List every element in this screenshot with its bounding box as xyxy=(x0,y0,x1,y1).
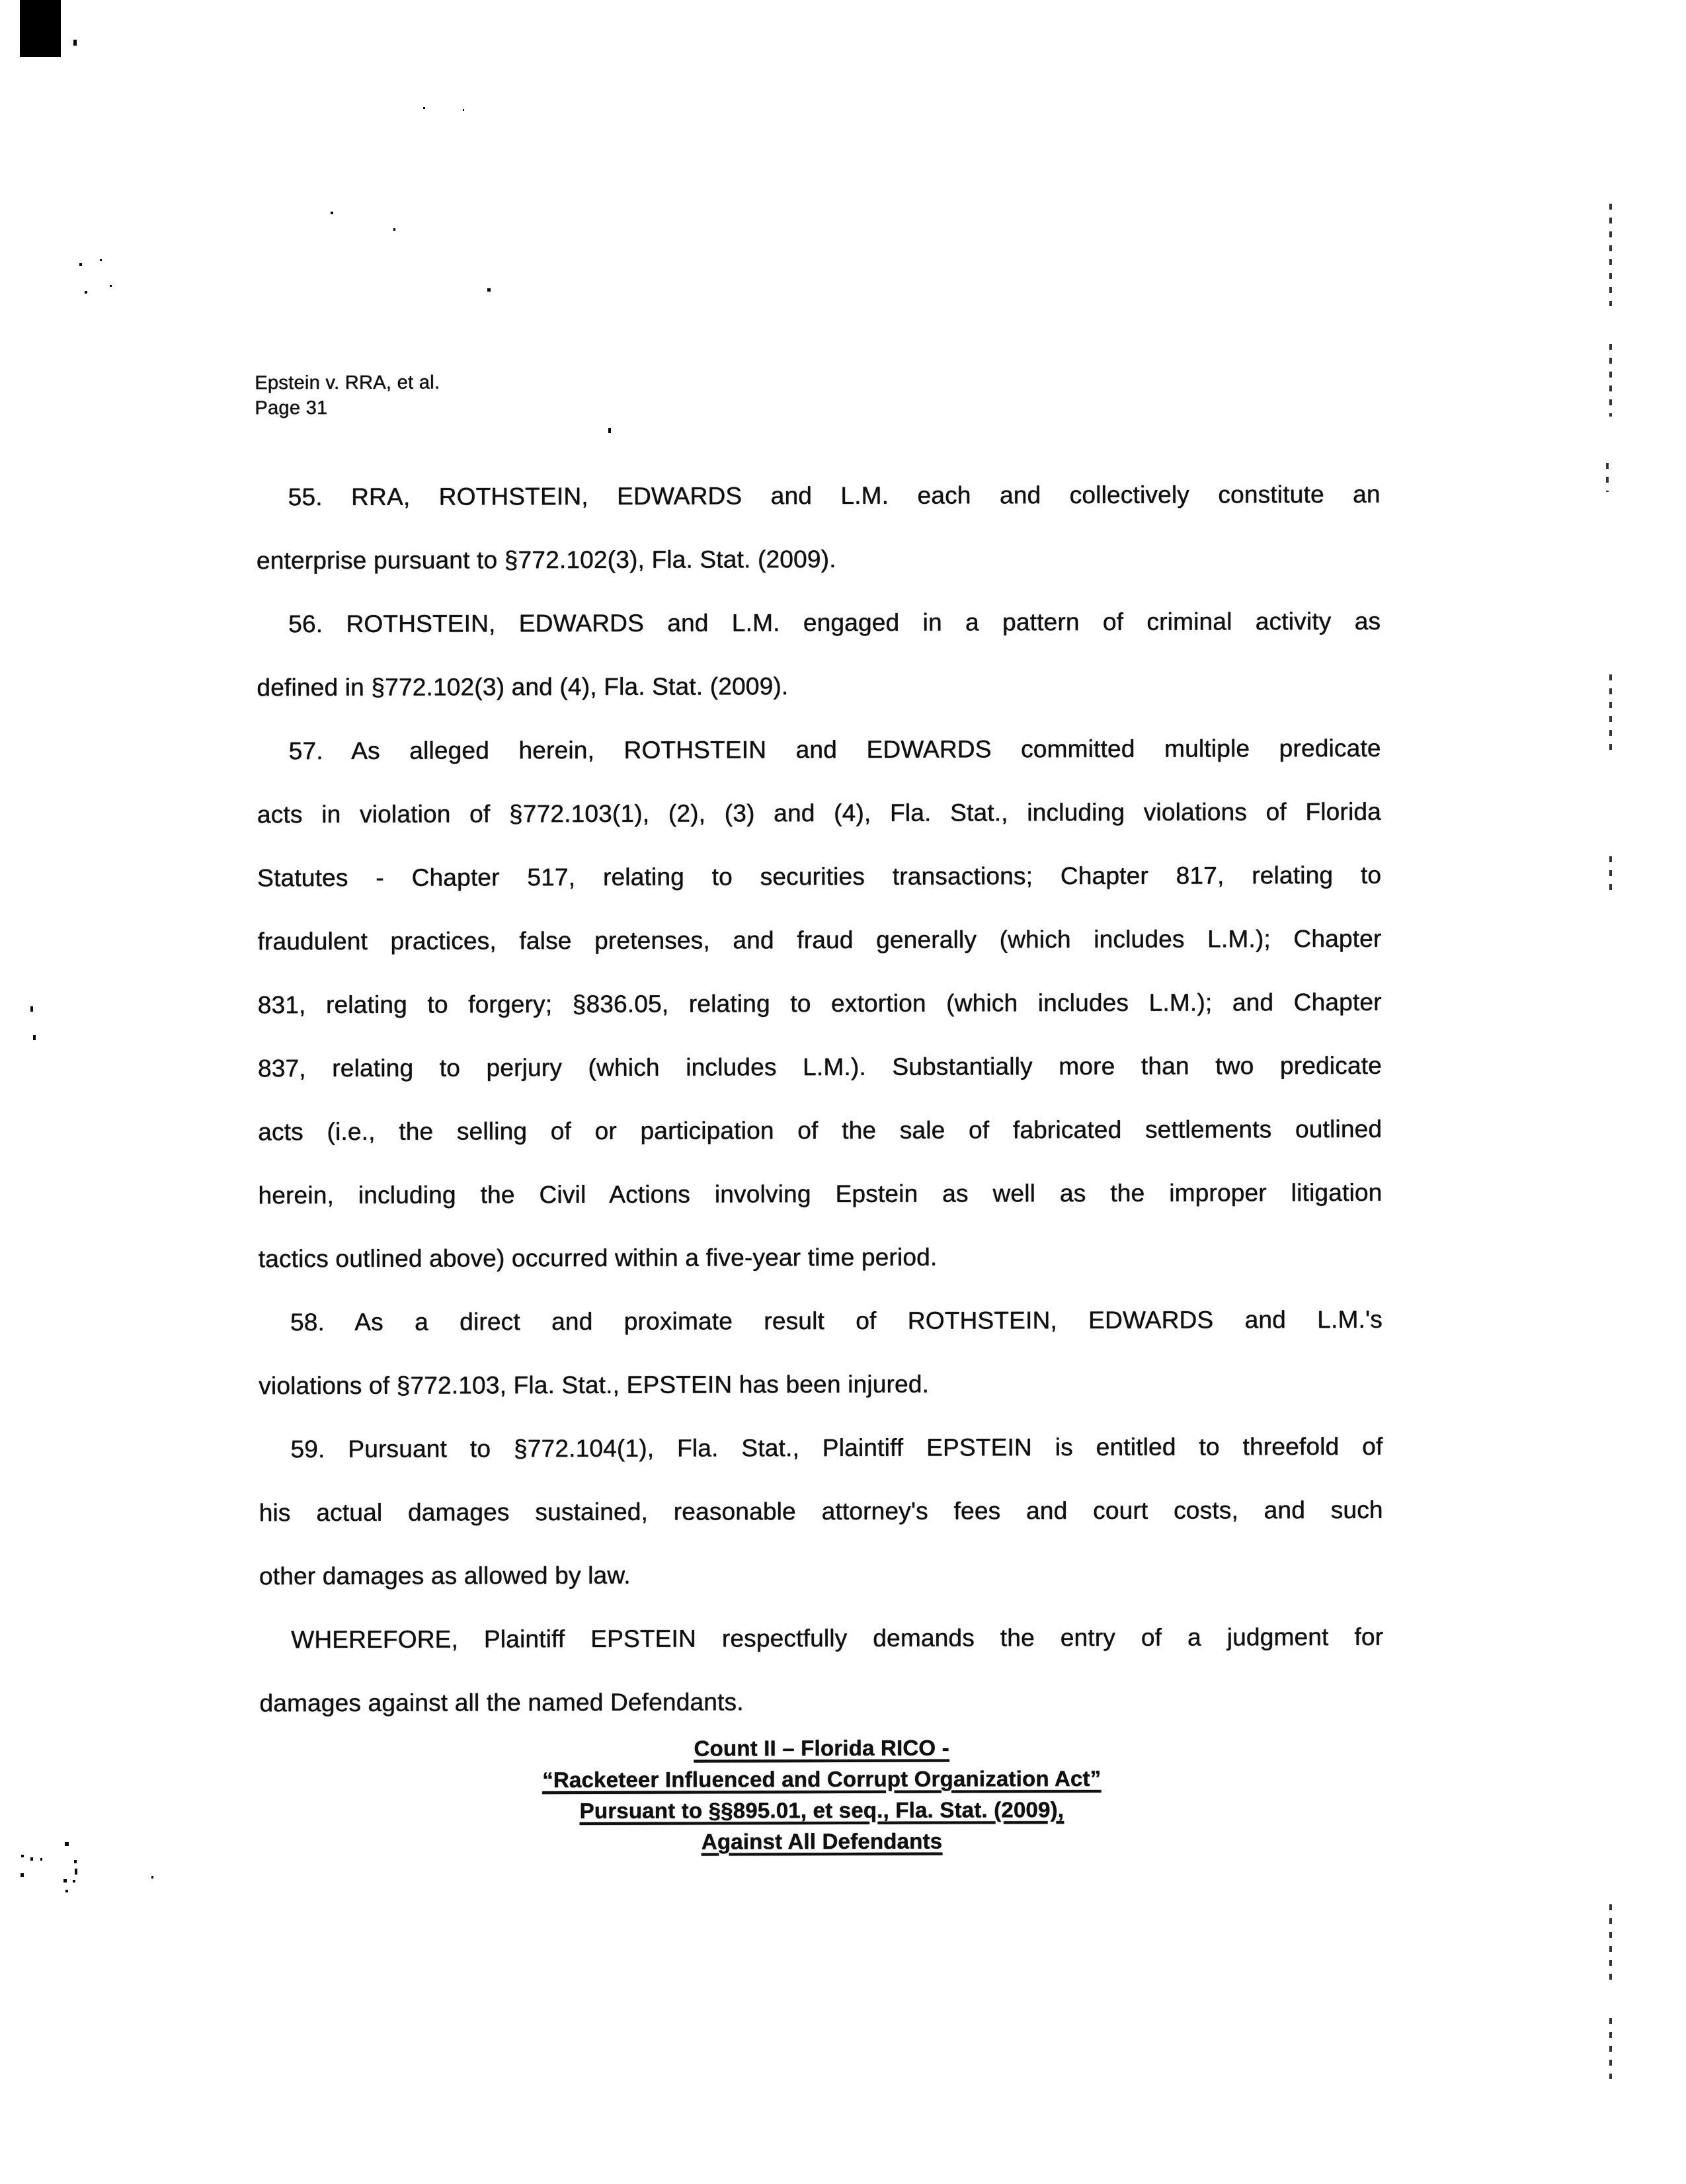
text-line: fraudulent practices, false pretenses, and fraud generally (which includes L.M.); Chapter xyxy=(257,924,1382,955)
scan-speck xyxy=(100,259,102,261)
scan-speck xyxy=(393,228,395,231)
paragraph-wherefore xyxy=(259,1605,1383,1735)
text-line: tactics outlined above) occurred within a five-year time period. xyxy=(258,1243,938,1273)
scan-speck xyxy=(40,1858,42,1861)
text-line: Statutes - Chapter 517, relating to securities transactions; Chapter 817, relating to xyxy=(257,861,1382,892)
text-line: 55. RRA, ROTHSTEIN, EDWARDS and L.M. each and collectively constitute an xyxy=(288,480,1381,511)
scan-speck xyxy=(33,1035,36,1040)
scan-edge-marks xyxy=(1609,2018,1612,2079)
text-line: 831, relating to forgery; §836.05, relating to extortion (which includes L.M.); and Chapter xyxy=(257,988,1382,1019)
paragraph-56 xyxy=(257,590,1381,719)
text-line: his actual damages sustained, reasonable attorney's fees and court costs, and such xyxy=(259,1496,1383,1527)
paragraph-58 xyxy=(259,1288,1383,1418)
text-line: 59. Pursuant to §772.104(1), Fla. Stat., Plaintiff EPSTEIN is entitled to threefold of xyxy=(290,1432,1383,1463)
paragraph-55 xyxy=(257,463,1381,592)
scan-edge-marks xyxy=(1609,856,1612,893)
scan-speck xyxy=(20,1873,24,1877)
paragraph-59 xyxy=(259,1415,1383,1608)
scan-speck xyxy=(65,1890,68,1892)
text-line: violations of §772.103, Fla. Stat., EPSTEIN has been injured. xyxy=(259,1370,930,1400)
scan-speck xyxy=(65,1842,69,1846)
heading-line: Against All Defendants xyxy=(701,1828,943,1854)
text-line: enterprise pursuant to §772.102(3), Fla. Stat. (2009). xyxy=(256,546,836,575)
scan-speck xyxy=(30,1006,33,1012)
text-line: acts (i.e., the selling of or participation of the sale of fabricated settlements outlined xyxy=(258,1115,1383,1146)
text-line: 56. ROTHSTEIN, EDWARDS and L.M. engaged in a pattern of criminal activity as xyxy=(288,607,1381,638)
scan-edge-marks xyxy=(1609,344,1612,417)
text-line: damages against all the named Defendants. xyxy=(259,1688,744,1717)
scan-speck xyxy=(85,291,87,294)
scan-speck xyxy=(110,285,112,287)
text-line: herein, including the Civil Actions involving Epstein as well as the improper litigation xyxy=(258,1178,1383,1209)
scan-corner-mark xyxy=(20,0,61,57)
text-line: acts in violation of §772.103(1), (2), (3) and (4), Fla. Stat., including violations of Florida xyxy=(257,797,1381,829)
text-line: 58. As a direct and proximate result of ROTHSTEIN, EDWARDS and L.M.'s xyxy=(290,1305,1383,1336)
text-line: WHEREFORE, Plaintiff EPSTEIN respectfully demands the entry of a judgment for xyxy=(291,1623,1384,1654)
scan-edge-marks xyxy=(1606,463,1609,492)
heading-line: Count II – Florida RICO - xyxy=(694,1735,949,1761)
case-caption: Epstein v. RRA, et al. xyxy=(255,372,440,394)
count-ii-heading xyxy=(260,1731,1384,1858)
scan-edge-marks xyxy=(1609,1904,1612,1982)
scan-speck xyxy=(73,1880,75,1882)
scan-speck xyxy=(79,263,82,266)
scan-speck xyxy=(331,212,333,214)
paragraph-57 xyxy=(257,717,1383,1291)
scan-speck xyxy=(74,1860,77,1863)
page-number: Page 31 xyxy=(255,397,328,419)
scan-speck xyxy=(487,288,491,292)
case-header xyxy=(255,370,440,421)
heading-line: Pursuant to §§895.01, et seq., Fla. Stat. (2009), xyxy=(579,1797,1064,1824)
scan-speck xyxy=(151,1876,153,1879)
text-line: 837, relating to perjury (which includes L.M.). Substantially more than two predicate xyxy=(257,1051,1382,1082)
scan-speck xyxy=(63,1879,67,1882)
scan-speck xyxy=(463,109,464,111)
text-line: other damages as allowed by law. xyxy=(259,1561,631,1590)
scan-speck xyxy=(608,428,611,433)
document-body xyxy=(257,463,1384,1735)
scan-speck xyxy=(423,107,425,109)
heading-line: “Racketeer Influenced and Corrupt Organization Act” xyxy=(542,1765,1102,1793)
scan-edge-marks xyxy=(1609,204,1612,306)
text-line: defined in §772.102(3) and (4), Fla. Stat. (2009). xyxy=(257,672,789,702)
scan-speck xyxy=(30,1857,33,1861)
scan-speck xyxy=(21,1855,24,1857)
scan-speck xyxy=(73,40,77,46)
scan-speck xyxy=(75,1869,77,1875)
text-line: 57. As alleged herein, ROTHSTEIN and EDWARDS committed multiple predicate xyxy=(288,734,1381,765)
scan-edge-marks xyxy=(1609,674,1612,755)
